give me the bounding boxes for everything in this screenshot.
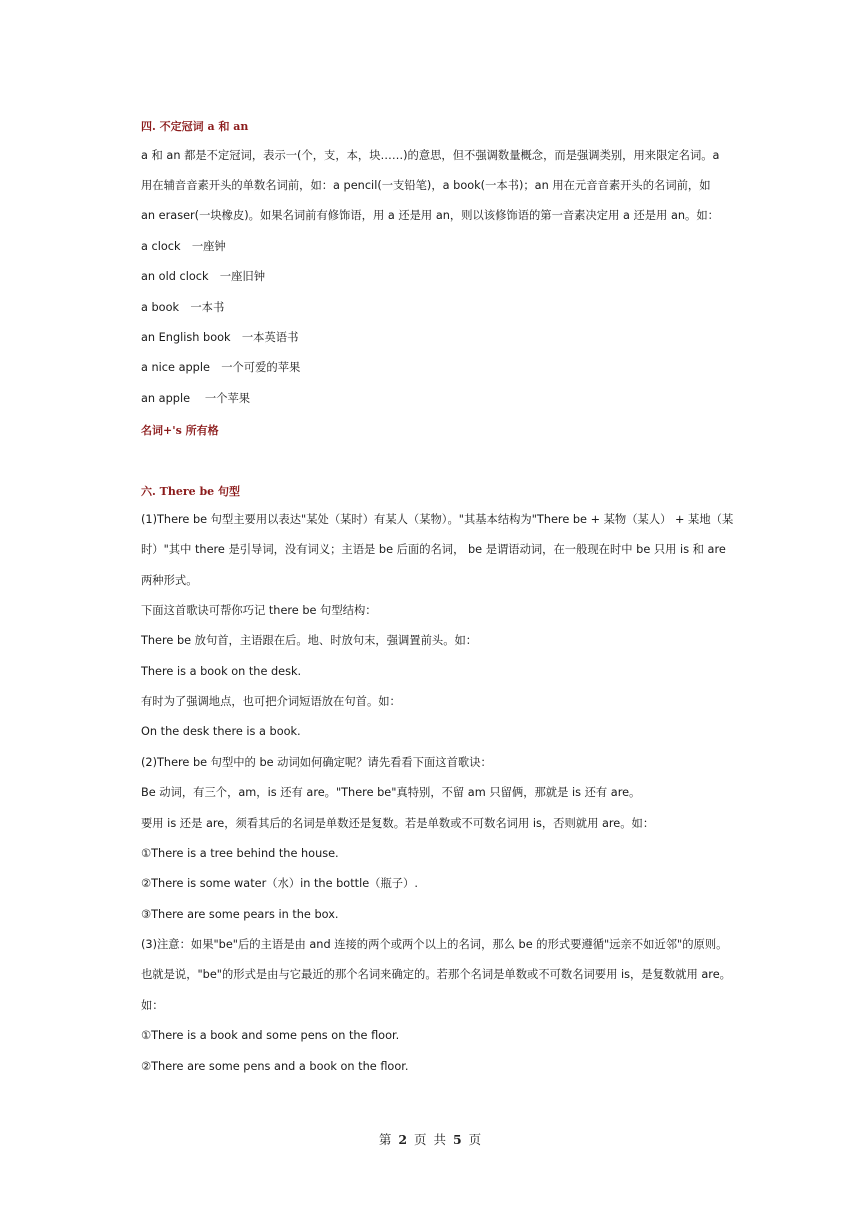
paragraph-line: (2)There be 句型中的 be 动词如何确定呢？请先看看下面这首歌诀：	[141, 756, 492, 769]
footer-middle: 页 共	[414, 1132, 446, 1147]
paragraph-line: 下面这首歌诀可帮你巧记 there be 句型结构：	[141, 604, 377, 617]
paragraph-line: 如：	[141, 999, 164, 1012]
example-line: ②There is some water（水）in the bottle（瓶子）.	[141, 877, 418, 890]
example-line: an apple 一个苹果	[141, 392, 251, 405]
paragraph-line: a 和 an 都是不定冠词，表示一(个，支，本，块……)的意思，但不强调数量概念，而是强调类别，用来限定名词。a	[141, 149, 720, 162]
paragraph-line: 要用 is 还是 are，须看其后的名词是单数还是复数。若是单数或不可数名词用 is，否则就用 are。如：	[141, 817, 655, 830]
paragraph-line: 两种形式。	[141, 574, 198, 587]
section-heading-possessive: 名词+'s 所有格	[141, 424, 219, 437]
paragraph-line: There be 放句首，主语跟在后。地、时放句末，强调置前头。如：	[141, 634, 478, 647]
paragraph-line: Be 动词，有三个，am，is 还有 are。"There be"真特别，不留 am 只留俩，那就是 is 还有 are。	[141, 786, 641, 799]
paragraph-line: 也就是说，"be"的形式是由与它最近的那个名词来确定的。若那个名词是单数或不可数名词要用 is，是复数就用 are。	[141, 968, 731, 981]
example-line: ②There are some pens and a book on the floor.	[141, 1060, 409, 1073]
example-line: ③There are some pears in the box.	[141, 908, 339, 921]
paragraph-line: an eraser(一块橡皮)。如果名词前有修饰语，用 a 还是用 an，则以该修饰语的第一音素决定用 a 还是用 an。如：	[141, 209, 719, 222]
section-heading-indefinite-article: 四. 不定冠词 a 和 an	[141, 120, 249, 133]
example-line: ①There is a book and some pens on the floor.	[141, 1029, 400, 1042]
example-line: a book 一本书	[141, 301, 225, 314]
example-line: an English book 一本英语书	[141, 331, 299, 344]
paragraph-line: (3)注意：如果"be"后的主语是由 and 连接的两个或两个以上的名词，那么 be 的形式要遵循"远亲不如近邻"的原则。	[141, 938, 728, 951]
paragraph-line: 时）"其中 there 是引导词，没有词义；主语是 be 后面的名词， be 是谓语动词，在一般现在时中 be 只用 is 和 are	[141, 543, 726, 556]
total-page-count: 5	[452, 1132, 462, 1147]
footer-suffix: 页	[468, 1132, 482, 1147]
example-line: a clock 一座钟	[141, 240, 226, 253]
section-heading-there-be: 六. There be 句型	[141, 485, 240, 498]
paragraph-line: 用在辅音音素开头的单数名词前，如：a pencil(一支铅笔)，a book(一本书)；an 用在元音音素开头的名词前，如	[141, 179, 711, 192]
paragraph-line: 有时为了强调地点，也可把介词短语放在句首。如：	[141, 695, 401, 708]
example-line: There is a book on the desk.	[141, 665, 302, 678]
example-line: ①There is a tree behind the house.	[141, 847, 339, 860]
current-page-number: 2	[398, 1132, 408, 1147]
paragraph-line: (1)There be 句型主要用以表达"某处（某时）有某人（某物）。"其基本结构为"There be + 某物（某人） + 某地（某	[141, 513, 734, 526]
example-line: On the desk there is a book.	[141, 725, 301, 738]
example-line: a nice apple 一个可爱的苹果	[141, 361, 301, 374]
page-footer	[0, 1130, 860, 1148]
example-line: an old clock 一座旧钟	[141, 270, 265, 283]
footer-prefix: 第	[378, 1132, 392, 1147]
